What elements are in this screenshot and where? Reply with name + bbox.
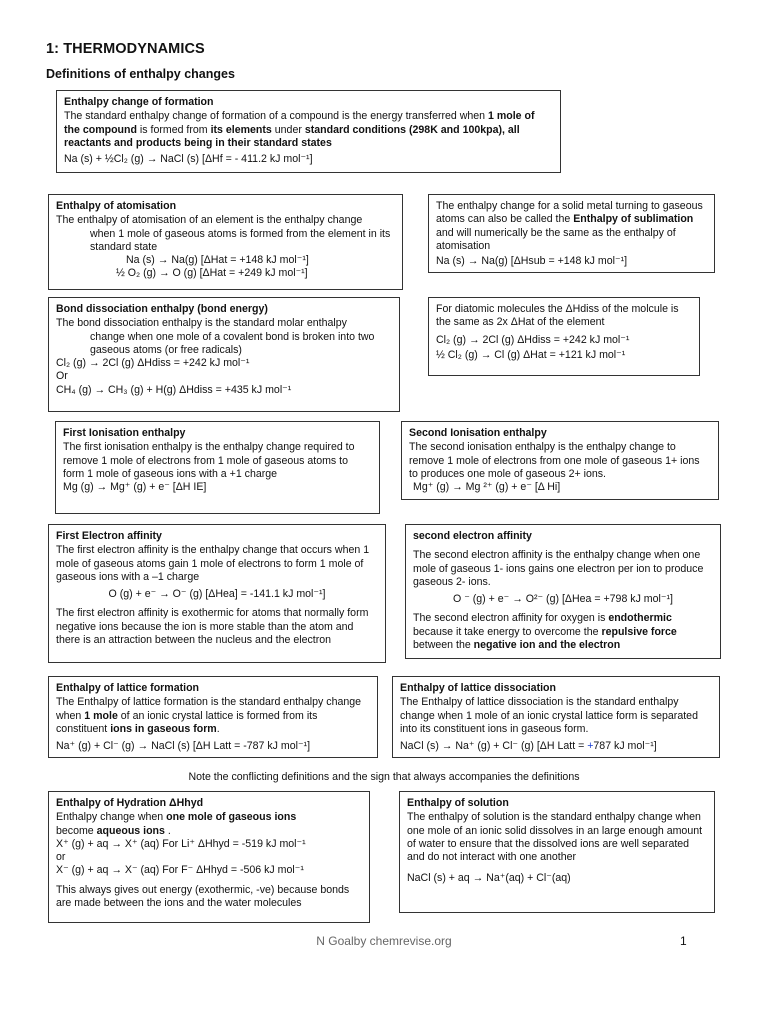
- hydration-note: This always gives out energy (exothermic, -ve) because bonds are made between the ions and the water molecules: [56, 883, 350, 910]
- hydration-eq1: X⁺ (g) + aq → X⁺ (aq) For Li⁺ ΔHhyd = -519 kJ mol⁻¹: [56, 837, 306, 850]
- solution-title: Enthalpy of solution: [407, 797, 509, 809]
- conflicting-definitions-note: Note the conflicting definitions and the sign that always accompanies the definitions: [188, 771, 580, 783]
- formation-def-bold: its elements: [210, 123, 272, 136]
- hydration-def-bold: one mole of gaseous ions: [166, 811, 297, 824]
- lattice-formation-eq: Na⁺ (g) + Cl⁻ (g) → NaCl (s) [ΔH Latt = -787 kJ mol⁻¹]: [56, 740, 311, 753]
- formation-def-bold: 1 mole of the compound: [64, 110, 535, 136]
- formation-box: [56, 90, 561, 173]
- first-ie-def: The first ionisation enthalpy is the enthalpy change required to remove 1 mole of electrons from 1 mole of gaseous atoms to form 1 mole of gaseous ions with a +1 charge: [63, 441, 355, 480]
- lattice-formation-part: The Enthalpy of lattice formation is the standard enthalpy change when: [56, 696, 362, 722]
- bond-eq1: Cl₂ (g) → 2Cl (g) ΔHdiss = +242 kJ mol⁻¹: [56, 357, 250, 370]
- lattice-dissociation-title: Enthalpy of lattice dissociation: [400, 682, 556, 694]
- bond-box: [48, 297, 400, 412]
- lattice-dissociation-eq-part: 787 kJ mol⁻¹]: [593, 740, 657, 753]
- footer-credit: N Goalby chemrevise.org: [316, 934, 452, 948]
- formation-title: Enthalpy change of formation: [64, 96, 214, 108]
- lattice-formation-bold: ions in gaseous form: [110, 722, 217, 735]
- lattice-dissociation-box: [392, 676, 720, 758]
- diatomic-text: For diatomic molecules the ΔHdiss of the molcule is the same as 2x ΔHat of the element: [436, 303, 679, 329]
- bond-or: Or: [56, 370, 68, 383]
- first-ea-box: [48, 524, 386, 663]
- bond-eq2: CH₄ (g) → CH₃ (g) + H(g) ΔHdiss = +435 kJ mol⁻¹: [56, 383, 292, 396]
- second-ie-eq: Mg⁺ (g) → Mg ²⁺ (g) + e⁻ [Δ Hi]: [413, 481, 561, 494]
- hydration-def2: [56, 825, 362, 838]
- second-ie-box: [401, 421, 719, 500]
- lattice-formation-bold: 1 mole: [84, 709, 118, 722]
- lattice-dissociation-eq: [400, 740, 712, 753]
- hydration-eq2: X⁻ (g) + aq → X⁻ (aq) For F⁻ ΔHhyd = -506 kJ mol⁻¹: [56, 864, 304, 877]
- formation-def-part: The standard enthalpy change of formation of a compound is the energy transferred when: [64, 110, 489, 123]
- diatomic-eq2: ½ Cl₂ (g) → Cl (g) ΔHat = +121 kJ mol⁻¹: [436, 348, 626, 361]
- hydration-def-part: Enthalpy change when: [56, 811, 167, 824]
- hydration-box: [48, 791, 370, 923]
- bond-title: Bond dissociation enthalpy (bond energy): [56, 303, 268, 315]
- first-ea-note: The first electron affinity is exothermic for atoms that normally form negative ions because the ion is more stable than the atom and there is an attraction between the nucleus and the electron: [56, 607, 369, 647]
- solution-box: [399, 791, 715, 913]
- second-ea-note-bold: negative ion and the electron: [473, 639, 621, 652]
- hydration-def: [56, 811, 362, 824]
- atomisation-title: Enthalpy of atomisation: [56, 200, 177, 212]
- solution-def: The enthalpy of solution is the standard enthalpy change when one mole of an ionic solid dissolves in an large enough amount of water to ensure that the dissolved ions are well separated and do not interact with one another: [407, 811, 703, 864]
- sublimation-bold: Enthalpy of sublimation: [573, 213, 694, 226]
- second-ea-note: [413, 612, 713, 652]
- lattice-formation-part: .: [216, 722, 220, 735]
- hydration-or: or: [56, 851, 66, 864]
- second-ea-note-part: because it take energy to overcome the: [413, 625, 602, 638]
- lattice-dissociation-eq-part: NaCl (s) → Na⁺ (g) + Cl⁻ (g) [ΔH Latt =: [400, 740, 588, 753]
- second-ie-title: Second Ionisation enthalpy: [409, 427, 547, 439]
- second-ea-note-bold: endothermic: [608, 612, 672, 625]
- first-ie-eq: Mg (g) → Mg⁺ (g) + e⁻ [ΔH IE]: [63, 481, 207, 494]
- diatomic-box: [428, 297, 700, 376]
- second-ea-note-bold: repulsive force: [601, 625, 677, 638]
- first-ea-title: First Electron affinity: [56, 530, 162, 542]
- atomisation-def-line1: The enthalpy of atomisation of an element is the enthalpy change: [56, 214, 363, 227]
- lattice-dissociation-plus-sign: +: [587, 740, 594, 753]
- hydration-def-part: .: [164, 824, 171, 837]
- sublimation-text: [436, 200, 707, 253]
- hydration-title: Enthalpy of Hydration ΔHhyd: [56, 797, 204, 809]
- first-ie-box: [55, 421, 380, 514]
- bond-def-line2: change when one mole of a covalent bond is broken into two gaseous atoms (or free radicals): [90, 330, 375, 356]
- hydration-def-part: become: [56, 824, 97, 837]
- sublimation-box: [428, 194, 715, 273]
- first-ie-title: First Ionisation enthalpy: [63, 427, 186, 439]
- diatomic-eq1: Cl₂ (g) → 2Cl (g) ΔHdiss = +242 kJ mol⁻¹: [436, 333, 630, 346]
- page-subtitle: Definitions of enthalpy changes: [46, 67, 235, 81]
- second-ea-title: second electron affinity: [413, 530, 532, 542]
- sublimation-part: and will numerically be the same as the enthalpy of atomisation: [436, 226, 676, 252]
- sublimation-part: The enthalpy change for a solid metal turning to gaseous atoms can also be called the: [436, 200, 703, 226]
- formation-def-part: is formed from: [136, 123, 211, 136]
- formation-equation: Na (s) + ½Cl₂ (g) → NaCl (s) [ΔHf = - 411.2 kJ mol⁻¹]: [64, 153, 313, 166]
- solution-eq: NaCl (s) + aq → Na⁺(aq) + Cl⁻(aq): [407, 872, 571, 885]
- atomisation-eq1: Na (s) → Na(g) [ΔHat = +148 kJ mol⁻¹]: [126, 254, 309, 267]
- lattice-formation-part: of an ionic crystal lattice is formed from its constituent: [56, 709, 318, 735]
- lattice-formation-box: [48, 676, 378, 758]
- first-ea-eq: O (g) + e⁻ → O⁻ (g) [ΔHea] = -141.1 kJ mol⁻¹]: [108, 588, 326, 601]
- second-ea-def: The second electron affinity is the enthalpy change when one mole of gaseous 1- ions gains one electron per ion to produce gaseous 2- ions.: [413, 549, 704, 588]
- second-ie-def: The second ionisation enthalpy is the enthalpy change to remove 1 mole of electrons from one mole of gaseous 1+ ions to produces one mole of gaseous 2+ ions.: [409, 441, 700, 480]
- atomisation-eq2: ½ O₂ (g) → O (g) [ΔHat = +249 kJ mol⁻¹]: [116, 267, 308, 280]
- atomisation-box: [48, 194, 403, 290]
- page-number: 1: [680, 934, 687, 948]
- formation-def-part: under: [271, 123, 305, 136]
- second-ea-eq: O ⁻ (g) + e⁻ → O²⁻ (g) [ΔHea = +798 kJ mol⁻¹]: [453, 593, 673, 606]
- lattice-formation-def: [56, 696, 370, 736]
- hydration-def-bold: aqueous ions: [96, 824, 165, 837]
- bond-def-line1: The bond dissociation enthalpy is the standard molar enthalpy: [56, 317, 347, 330]
- lattice-dissociation-def: The Enthalpy of lattice dissociation is the standard enthalpy change when 1 mole of an ionic crystal lattice form is separated into its constituent ions in gaseous form.: [400, 696, 698, 735]
- formation-definition: [64, 110, 553, 150]
- page-title: 1: THERMODYNAMICS: [46, 41, 205, 57]
- lattice-formation-title: Enthalpy of lattice formation: [56, 682, 200, 694]
- atomisation-def-line2: when 1 mole of gaseous atoms is formed from the element in its standard state: [90, 227, 391, 253]
- sublimation-equation: Na (s) → Na(g) [ΔHsub = +148 kJ mol⁻¹]: [436, 255, 628, 268]
- first-ea-def: The first electron affinity is the enthalpy change that occurs when 1 mole of gaseous atoms gain 1 mole of electrons to form 1 mole of gaseous ions with a –1 charge: [56, 544, 370, 583]
- second-ea-box: [405, 524, 721, 659]
- second-ea-note-part: The second electron affinity for oxygen is: [413, 612, 609, 625]
- formation-def-bold: standard conditions (298K and 100kpa), all reactants and products being in their standard states: [64, 123, 520, 149]
- second-ea-note-part: between the: [413, 639, 474, 652]
